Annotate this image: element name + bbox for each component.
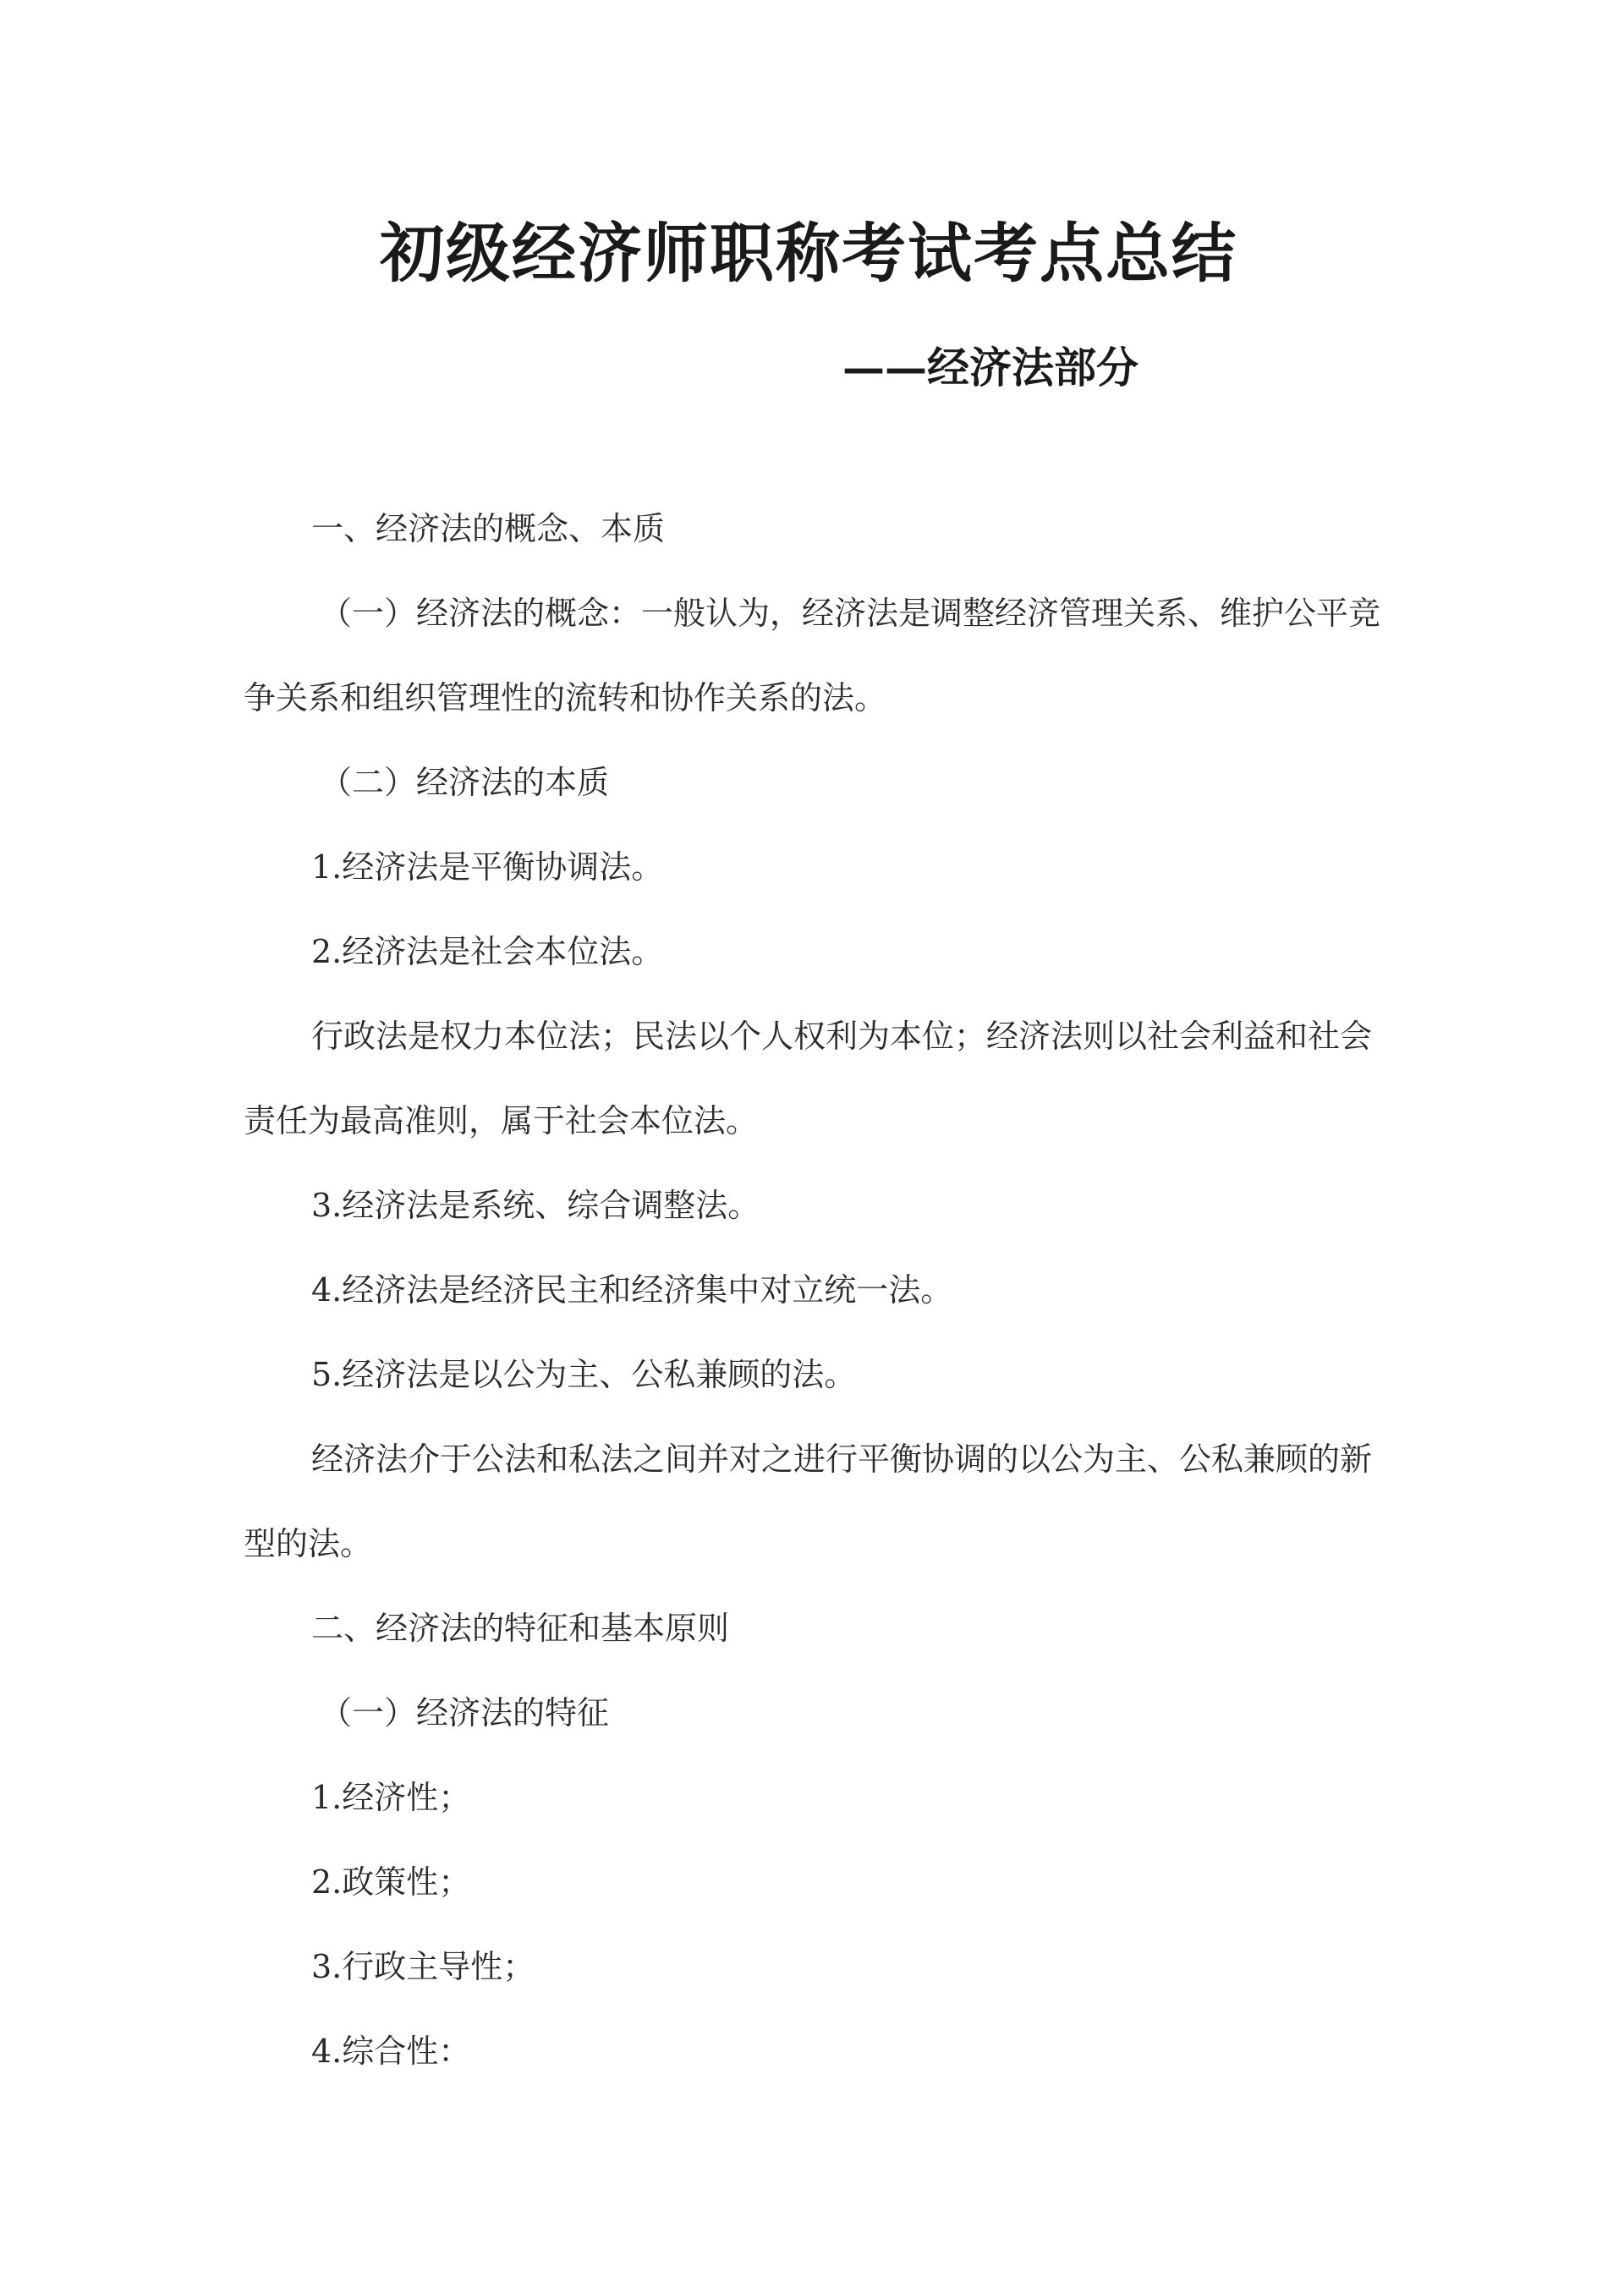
document-body xyxy=(244,508,1381,2115)
paragraph-line: （一）经济法的概念：一般认为，经济法是调整经济管理关系、维护公平竞 xyxy=(320,595,1381,632)
list-item: 1.经济法是平衡协调法。 xyxy=(311,848,664,886)
paragraph-line: 经济法介于公法和私法之间并对之进行平衡协调的以公为主、公私兼顾的新 xyxy=(311,1441,1373,1478)
paragraph xyxy=(244,1438,1377,1565)
list-item: 1.经济性； xyxy=(311,1779,471,1816)
list-item: 4.综合性： xyxy=(311,2033,471,2070)
paragraph xyxy=(244,1015,1377,1142)
paragraph-line: 责任为最高准则，属于社会本位法。 xyxy=(244,1102,759,1139)
paragraph-line: 型的法。 xyxy=(244,1525,373,1562)
subsection-heading: （二）经济法的本质 xyxy=(320,764,610,801)
document-subtitle: ——经济法部分 xyxy=(842,343,1138,392)
list-item: 3.经济法是系统、综合调整法。 xyxy=(311,1187,760,1224)
list-item: 5.经济法是以公为主、公私兼顾的法。 xyxy=(311,1356,857,1393)
paragraph-line: 争关系和组织管理性的流转和协作关系的法。 xyxy=(244,679,887,716)
document-title: 初级经济师职称考试考点总结 xyxy=(380,216,1237,291)
paragraph xyxy=(244,592,1381,719)
list-item: 2.经济法是社会本位法。 xyxy=(311,933,664,970)
section-heading: 一、经济法的概念、本质 xyxy=(311,510,666,547)
subsection-heading: （一）经济法的特征 xyxy=(320,1694,610,1731)
list-item: 2.政策性； xyxy=(311,1863,471,1901)
list-item: 4.经济法是经济民主和经济集中对立统一法。 xyxy=(311,1271,953,1309)
list-item: 3.行政主导性； xyxy=(311,1948,535,1985)
section-heading: 二、经济法的特征和基本原则 xyxy=(311,1610,730,1647)
paragraph-line: 行政法是权力本位法；民法以个人权利为本位；经济法则以社会利益和社会 xyxy=(311,1018,1373,1055)
